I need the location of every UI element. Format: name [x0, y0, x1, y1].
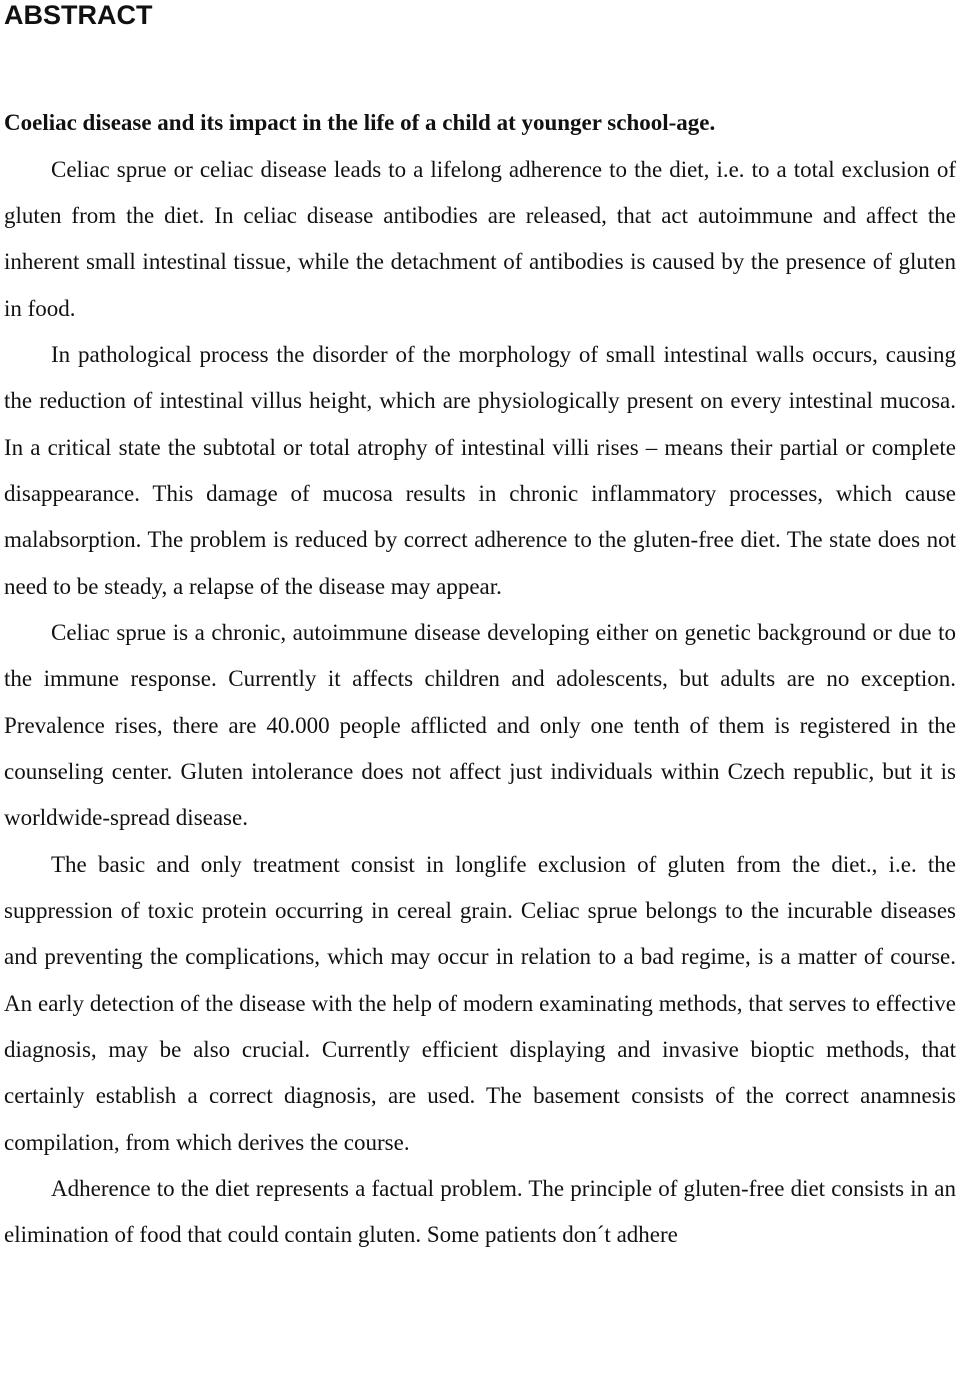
- document-page: [4, 0, 956, 1259]
- paragraph-4: The basic and only treatment consist in longlife exclusion of gluten from the diet., i.e. the suppression of toxic protein occurring in cereal grain. Celiac sprue belongs to the incurable diseases and preventing the complications, which may occur in relation to a bad regime, is a matter of course. An early detection of the disease with the help of modern examinating methods, that serves to effective diagnosis, may be also crucial. Currently efficient displaying and invasive bioptic methods, that certainly establish a correct diagnosis, are used. The basement consists of the correct anamnesis compilation, from which derives the course.: [4, 851, 956, 1155]
- paragraph-1: Celiac sprue or celiac disease leads to a lifelong adherence to the diet, i.e. to a total exclusion of gluten from the diet. In celiac disease antibodies are released, that act autoimmune and affect the inherent small intestinal tissue, while the detachment of antibodies is caused by the presence of gluten in food.: [4, 156, 956, 321]
- paragraph-2: In pathological process the disorder of the morphology of small intestinal walls occurs, causing the reduction of intestinal villus height, which are physiologically present on every intestinal mucosa. In a critical state the subtotal or total atrophy of intestinal villi rises – means their partial or complete disappearance. This damage of mucosa results in chronic inflammatory processes, which cause malabsorption. The problem is reduced by correct adherence to the gluten-free diet. The state does not need to be steady, a relapse of the disease may appear.: [4, 341, 956, 599]
- abstract-title: Coeliac disease and its impact in the life of a child at younger school-age.: [4, 110, 716, 135]
- paragraph-3: Celiac sprue is a chronic, autoimmune disease developing either on genetic background or due to the immune response. Currently it affects children and adolescents, but adults are no exception. Prevalence rises, there are 40.000 people afflicted and only one tenth of them is registered in the counseling center. Gluten intolerance does not affect just individuals within Czech republic, but it is worldwide-spread disease.: [4, 619, 956, 831]
- paragraph-5: Adherence to the diet represents a factual problem. The principle of gluten-free diet consists in an elimination of food that could contain gluten. Some patients don´t adhere: [4, 1176, 956, 1248]
- section-heading: ABSTRACT: [4, 0, 153, 30]
